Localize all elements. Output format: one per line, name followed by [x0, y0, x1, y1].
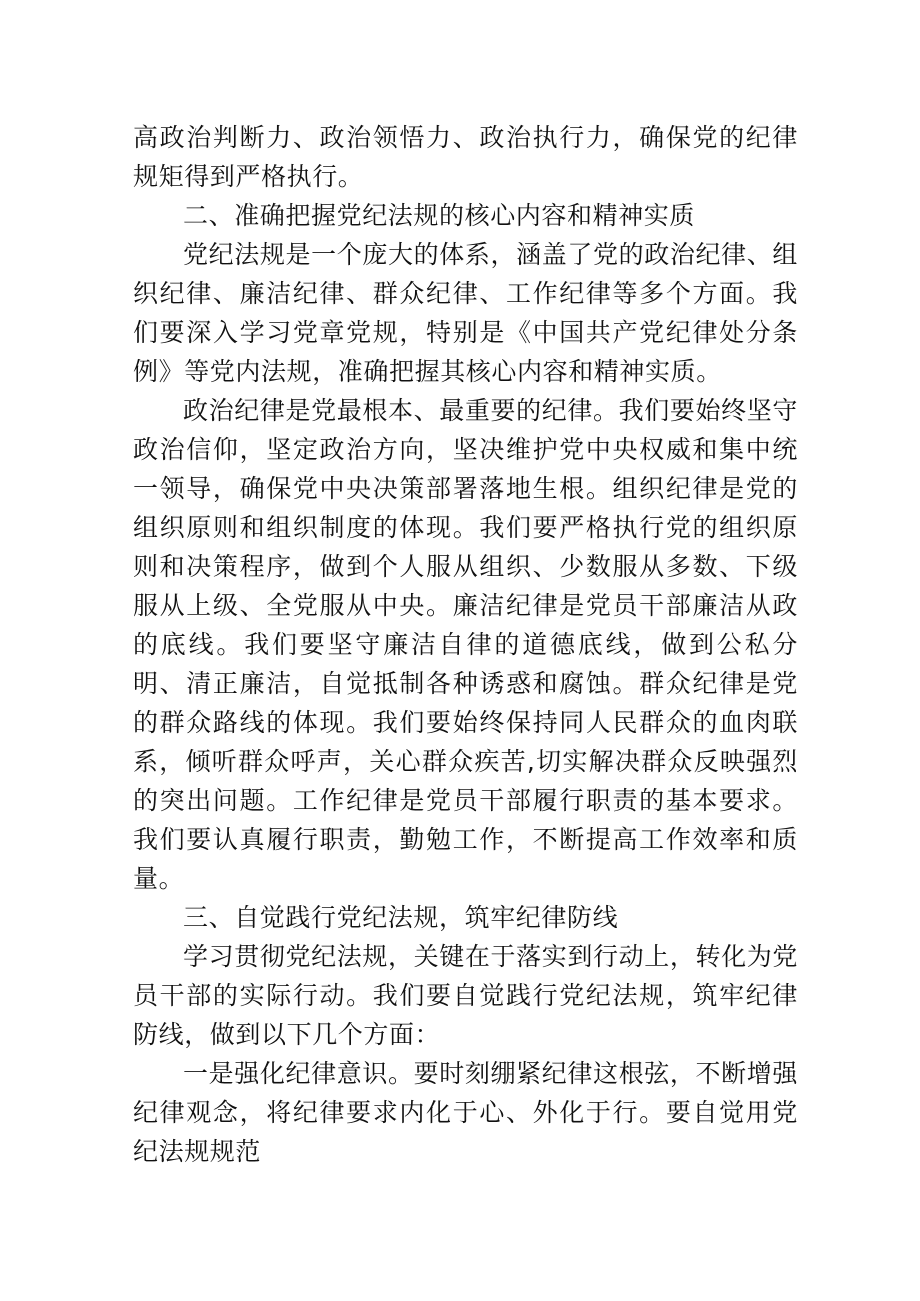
paragraph-point-one: 一是强化纪律意识。要时刻绷紧纪律这根弦，不断增强纪律观念，将纪律要求内化于心、外化于行。要自觉用党纪法规规范: [133, 1059, 798, 1166]
paragraph-continuation: 高政治判断力、政治领悟力、政治执行力，确保党的纪律规矩得到严格执行。: [133, 123, 798, 191]
section-heading-3: 三、自觉践行党纪法规，筑牢纪律防线: [183, 903, 619, 932]
paragraph-discipline-system: 党纪法规是一个庞大的体系，涵盖了党的政治纪律、组织纪律、廉洁纪律、群众纪律、工作纪律等多个方面。我们要深入学习党章党规，特别是《中国共产党纪律处分条例》等党内法规，准确把握其核心内容和精神实质。: [133, 240, 798, 386]
section-heading-2: 二、准确把握党纪法规的核心内容和精神实质: [183, 201, 696, 230]
document-page: [133, 118, 798, 1171]
paragraph-practice: 学习贯彻党纪法规，关键在于落实到行动上，转化为党员干部的实际行动。我们要自觉践行党纪法规，筑牢纪律防线，做到以下几个方面：: [133, 942, 798, 1049]
paragraph-five-disciplines: 政治纪律是党最根本、最重要的纪律。我们要始终坚守政治信仰，坚定政治方向，坚决维护党中央权威和集中统一领导，确保党中央决策部署落地生根。组织纪律是党的组织原则和组织制度的体现。我们要严格执行党的组织原则和决策程序，做到个人服从组织、少数服从多数、下级服从上级、全党服从中央。廉洁纪律是党员干部廉洁从政的底线。我们要坚守廉洁自律的道德底线，做到公私分明、清正廉洁，自觉抵制各种诱惑和腐蚀。群众纪律是党的群众路线的体现。我们要始终保持同人民群众的血肉联系，倾听群众呼声，关心群众疾苦,切实解决群众反映强烈的突出问题。工作纪律是党员干部履行职责的基本要求。我们要认真履行职责，勤勉工作，不断提高工作效率和质量。: [133, 396, 798, 893]
